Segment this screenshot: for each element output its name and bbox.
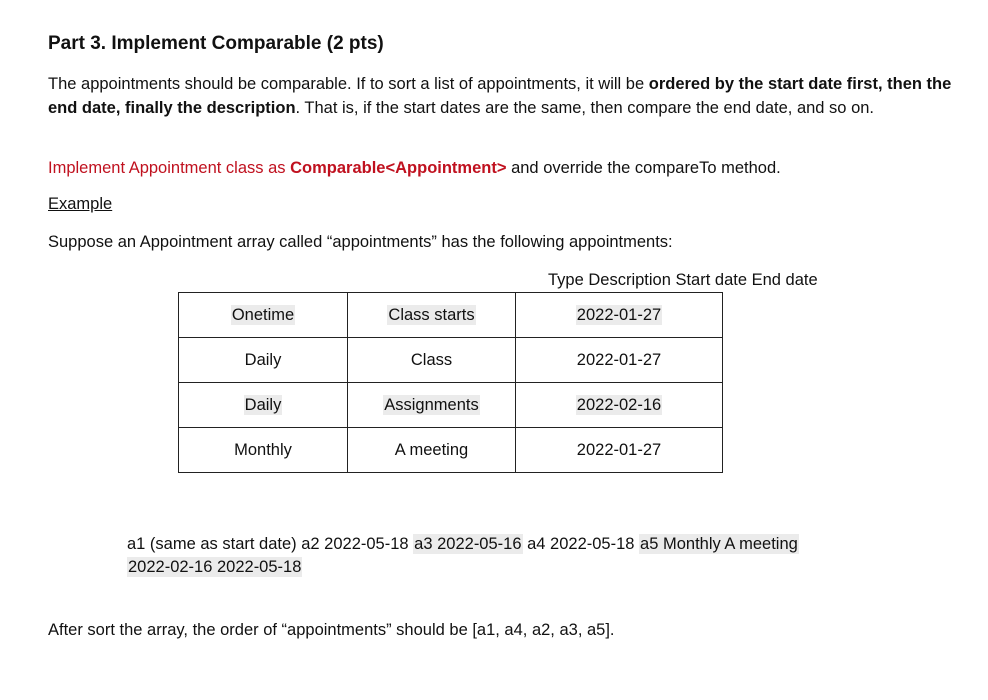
ids-segment-5: 2022-02-16 2022-05-18 <box>128 558 302 576</box>
implement-bold-text: Comparable<Appointment> <box>290 159 507 177</box>
implement-text-2: and override the compareTo method. <box>506 159 781 177</box>
ids-segment-2: a3 2022-05-16 <box>414 535 522 553</box>
ids-segment-3: a4 2022-05-18 <box>522 535 640 553</box>
start-date-cell: 2022-01-27 <box>516 428 723 473</box>
type-cell: Daily <box>179 338 348 383</box>
start-date-cell: 2022-01-27 <box>516 338 723 383</box>
table-row <box>179 338 723 383</box>
intro-text-2: . That is, if the start dates are the same, then compare the end date, and so on. <box>295 99 875 117</box>
intro-paragraph <box>48 72 968 120</box>
table-header-line: Type Description Start date End date <box>548 271 818 289</box>
table-row <box>179 293 723 338</box>
implement-text-1: Implement Appointment class as <box>48 159 291 177</box>
start-date-cell: 2022-02-16 <box>516 383 723 428</box>
example-label: Example <box>48 195 113 213</box>
table-row <box>179 428 723 473</box>
description-cell: A meeting <box>348 428 516 473</box>
appointment-ids-line <box>127 533 927 579</box>
ids-segment-1: a1 (same as start date) a2 2022-05-18 <box>127 535 414 553</box>
type-cell: Onetime <box>179 293 348 338</box>
table-row <box>179 383 723 428</box>
intro-bold-text: ordered by the start date first, then the end date, finally the description <box>48 75 952 117</box>
intro-text-1: The appointments should be comparable. If to sort a list of appointments, it will be <box>48 75 649 93</box>
suppose-text: Suppose an Appointment array called “appointments” has the following appointments: <box>48 233 673 251</box>
section-heading: Part 3. Implement Comparable (2 pts) <box>48 33 384 54</box>
type-cell: Daily <box>179 383 348 428</box>
description-cell: Class <box>348 338 516 383</box>
after-sort-text: After sort the array, the order of “appointments” should be [a1, a4, a2, a3, a5]. <box>48 621 615 639</box>
type-cell: Monthly <box>179 428 348 473</box>
description-cell: Assignments <box>348 383 516 428</box>
ids-segment-4: a5 Monthly A meeting <box>640 535 798 553</box>
description-cell: Class starts <box>348 293 516 338</box>
appointments-table <box>178 292 723 473</box>
start-date-cell: 2022-01-27 <box>516 293 723 338</box>
implement-instruction <box>48 159 781 178</box>
